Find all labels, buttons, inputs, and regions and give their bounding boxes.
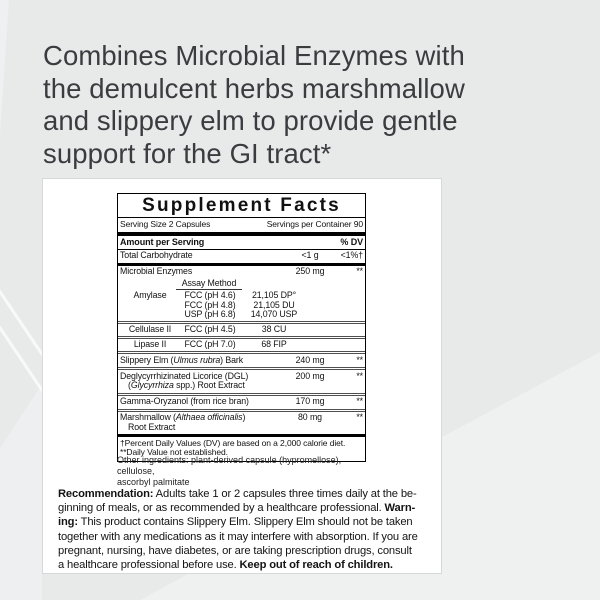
other-ingredients-text <box>117 455 373 488</box>
recommendation-line <box>58 558 432 572</box>
text-segment: Deglycyrrhizinated Licorice (DGL) <box>120 370 249 381</box>
assay-activity-value: 21,105 DP° <box>251 290 297 300</box>
enzyme-row <box>118 290 365 321</box>
text-segment: This product contains Slippery Elm. Slippery Elm should not be taken <box>77 516 413 529</box>
recommendation-line <box>58 487 432 501</box>
text-segment: ( <box>128 380 131 390</box>
nutrient-amount: 170 mg <box>295 396 325 406</box>
text-segment: Glycyrrhiza <box>130 380 174 390</box>
headline-line: the demulcent herbs marshmallow <box>43 72 465 104</box>
enzyme-assay-line <box>180 325 306 335</box>
headline-line: support for the GI tract* <box>43 137 332 169</box>
amount-header-row <box>118 236 365 250</box>
fact-row-microbial-enzymes <box>118 266 365 279</box>
headline-line: Combines Microbial Enzymes with <box>43 40 465 71</box>
text-segment: Keep out of reach of children. <box>239 559 393 572</box>
footnote-line: †Percent Daily Values (DV) are based on a 2,000 calorie diet. <box>120 438 346 448</box>
nutrient-dv: ** <box>356 354 363 365</box>
nutrient-amount: 80 mg <box>298 412 322 422</box>
text-segment: Ulmus rubra <box>173 354 221 365</box>
text-segment: a healthcare professional before use. <box>58 559 240 572</box>
text-segment: Root Extract <box>128 421 176 432</box>
recommendation-line <box>58 515 432 529</box>
nutrient-dv: ** <box>356 370 363 381</box>
nutrient-name-line <box>120 423 281 433</box>
nutrient-name-line <box>120 356 281 366</box>
nutrient-dv: ** <box>356 412 363 422</box>
nutrient-name-line <box>120 381 281 391</box>
fact-row-botanical <box>118 370 365 393</box>
serving-size-text: Serving Size 2 Capsules <box>120 219 211 229</box>
assay-method-value: USP (pH 6.8) <box>184 309 236 319</box>
recommendation-line <box>58 501 432 515</box>
text-segment: Adults take 1 or 2 capsules three times daily at the be- <box>153 488 417 500</box>
nutrient-name <box>120 372 281 391</box>
nutrient-amount: <1 g <box>301 250 319 260</box>
text-segment: spp.) Root Extract <box>173 380 245 390</box>
enzyme-name: Cellulase II <box>128 324 172 334</box>
enzyme-row <box>118 324 365 336</box>
enzyme-assay-lines <box>180 340 306 350</box>
fact-row-botanical <box>118 354 365 367</box>
enzyme-name: Lipase II <box>133 339 167 349</box>
fact-row-botanical <box>118 396 365 409</box>
text-segment: Gamma-Oryzanol (from rice bran) <box>120 396 249 406</box>
serving-info-row <box>118 218 365 232</box>
supplement-facts-panel <box>117 193 366 462</box>
supplement-facts-title: Supplement Facts <box>118 194 365 218</box>
fact-row-botanical <box>118 412 365 435</box>
text-segment: ) <box>242 412 246 422</box>
assay-activity-value: 38 CU <box>261 324 287 334</box>
other-ingredients-line: Other ingredients: plant-derived capsule (hypromellose), cellulose, <box>117 455 342 476</box>
nutrient-amount: 240 mg <box>295 354 325 365</box>
nutrient-name <box>120 397 281 407</box>
other-ingredients-line: ascorbyl palmitate <box>117 477 190 487</box>
assay-method-header <box>118 279 365 291</box>
text-segment: Recommendation: <box>58 488 154 500</box>
text-segment: Slippery Elm ( <box>120 354 174 365</box>
assay-method-value: FCC (pH 7.0) <box>184 339 236 349</box>
recommendation-text <box>58 487 432 572</box>
botanical-rows <box>118 354 365 434</box>
supplement-card <box>42 178 442 574</box>
text-segment: Marshmallow ( <box>120 412 176 422</box>
nutrient-amount: 200 mg <box>295 370 325 381</box>
nutrient-name <box>120 413 281 432</box>
enzyme-assay-lines <box>180 325 306 335</box>
amount-per-serving-label: Amount per Serving <box>120 237 205 247</box>
assay-method-value: FCC (pH 4.6) <box>184 290 236 300</box>
nutrient-name-line <box>120 397 281 407</box>
fact-row-carbohydrate <box>118 250 365 263</box>
enzyme-row <box>118 339 365 351</box>
footnote-line: **Daily Value not established. <box>120 447 228 458</box>
text-segment: ing: <box>58 516 78 529</box>
nutrient-name <box>120 356 281 366</box>
enzyme-assay-line <box>180 340 306 350</box>
nutrient-amount: 250 mg <box>295 266 325 276</box>
assay-method-label: Assay Method <box>176 279 242 291</box>
recommendation-line <box>58 544 432 558</box>
enzyme-assay-lines <box>180 291 306 320</box>
assay-method-table <box>118 290 365 354</box>
text-segment: together with any medications as it may interfere with absorption. If you are <box>58 530 418 543</box>
enzyme-assay-line <box>180 310 306 320</box>
text-segment: Althaea officinalis <box>175 412 243 422</box>
headline-text <box>43 40 465 170</box>
headline-line: and slippery elm to provide gentle <box>43 105 458 136</box>
assay-method-value: FCC (pH 4.8) <box>184 299 236 310</box>
nutrient-dv: ** <box>356 396 363 406</box>
nutrient-dv: <1%† <box>340 250 363 260</box>
nutrient-name: Total Carbohydrate <box>120 250 193 260</box>
text-segment: ginning of meals, or as recommended by a healthcare professional. <box>58 502 385 515</box>
recommendation-line <box>58 530 432 544</box>
assay-method-value: FCC (pH 4.5) <box>184 324 236 334</box>
assay-activity-value: 14,070 USP <box>250 309 298 319</box>
text-segment: Warn- <box>384 502 416 515</box>
text-segment: ) Bark <box>220 354 244 365</box>
nutrient-dv: ** <box>356 266 363 276</box>
percent-dv-label: % DV <box>340 237 363 247</box>
nutrient-name: Microbial Enzymes <box>120 266 193 276</box>
servings-per-container-text: Servings per Container 90 <box>266 219 363 229</box>
assay-activity-value: 21,105 DU <box>253 299 295 310</box>
assay-activity-value: 68 FIP <box>261 339 287 349</box>
enzyme-name: Amylase <box>133 290 167 300</box>
text-segment: pregnant, nursing, have diabetes, or are taking prescription drugs, consult <box>58 544 412 557</box>
